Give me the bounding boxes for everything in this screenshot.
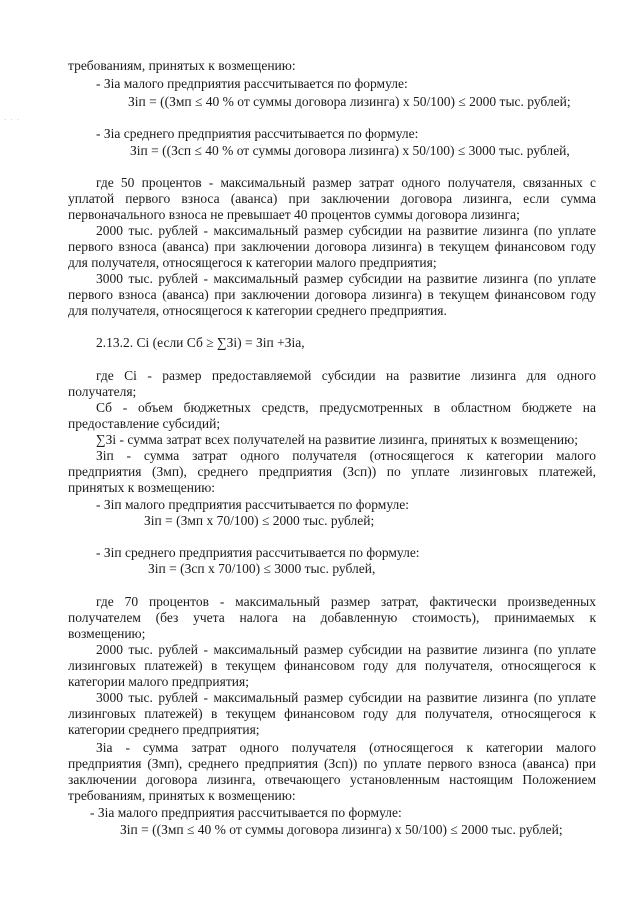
text-line: предприятия (Змп), среднего предприятия (Зсп)) по уплате первого взноса (аванса) при — [68, 756, 596, 771]
text-line: получателем (без учета налога на добавленную стоимость), принимаемых к — [68, 610, 596, 625]
scan-artifact: · · · — [4, 116, 21, 124]
text-line: принятых к возмещению: — [68, 480, 216, 495]
text-line: 2000 тыс. рублей - максимальный размер субсидии на развитие лизинга (по уплате — [96, 223, 596, 238]
text-line: категории малого предприятия; — [68, 674, 249, 689]
text-line: категории среднего предприятия; — [68, 722, 260, 737]
text-line: требованиям, принятых к возмещению: — [68, 788, 296, 803]
text-line: предоставление субсидий; — [68, 416, 221, 431]
section-heading: 2.13.2. Сi (если Сб ≥ ∑Зi) = Зiп +Зiа, — [96, 335, 305, 350]
text-line: 3000 тыс. рублей - максимальный размер субсидии на развитие лизинга (по уплате — [96, 271, 596, 286]
text-line: - Зiа малого предприятия рассчитывается по формуле: — [90, 805, 402, 820]
text-line: для получателя, относящегося к категории малого предприятия; — [68, 255, 437, 270]
text-line: Сб - объем бюджетных средств, предусмотренных в областном бюджете на — [96, 400, 596, 415]
formula-line: Зiп = ((Змп ≤ 40 % от суммы договора лизинга) х 50/100) ≤ 2000 тыс. рублей; — [128, 94, 571, 109]
text-line: - Зiа среднего предприятия рассчитывается по формуле: — [96, 126, 419, 141]
text-line: предприятия (Змп), среднего предприятия (Зсп)) по уплате лизинговых платежей, — [68, 464, 596, 479]
text-line: 2000 тыс. рублей - максимальный размер субсидии на развитие лизинга (по уплате — [96, 642, 596, 657]
text-line: требованиям, принятых к возмещению: — [68, 58, 296, 73]
text-line: 3000 тыс. рублей - максимальный размер субсидии на развитие лизинга (по уплате — [96, 690, 596, 705]
text-line: получателя; — [68, 384, 137, 399]
text-line: лизинговых платежей) в текущем финансовом году для получателя, относящегося к — [68, 658, 596, 673]
formula-line: Зiп = ((Зсп ≤ 40 % от суммы договора лизинга) х 50/100) ≤ 3000 тыс. рублей, — [130, 143, 570, 158]
text-line: первого взноса (аванса) при заключении договора лизинга) в текущем финансовом году — [68, 287, 596, 302]
text-line: Зiп - сумма затрат одного получателя (относящегося к категории малого — [96, 448, 596, 463]
text-line: возмещению; — [68, 626, 146, 641]
text-line: первоначального взноса не превышает 40 процентов суммы договора лизинга; — [68, 207, 520, 222]
text-line: лизинговых платежей) в текущем финансовом году для получателя, относящегося к — [68, 706, 596, 721]
text-line: - Зiп малого предприятия рассчитывается по формуле: — [96, 497, 409, 512]
text-line: первого взноса (аванса) при заключении договора лизинга) в текущем финансовом году — [68, 239, 596, 254]
text-line: ∑Зi - сумма затрат всех получателей на развитие лизинга, принятых к возмещению; — [96, 432, 578, 447]
text-line: Зiа - сумма затрат одного получателя (относящегося к категории малого — [96, 740, 596, 755]
formula-line: Зiп = (Змп х 70/100) ≤ 2000 тыс. рублей; — [144, 513, 375, 528]
text-line: - Зiп среднего предприятия рассчитывается по формуле: — [96, 545, 420, 560]
text-line: где Сi - размер предоставляемой субсидии на развитие лизинга для одного — [96, 368, 596, 383]
formula-line: Зiп = ((Змп ≤ 40 % от суммы договора лизинга) х 50/100) ≤ 2000 тыс. рублей; — [120, 822, 563, 837]
text-line: для получателя, относящегося к категории среднего предприятия. — [68, 303, 447, 318]
text-line: уплатой первого взноса (аванса) при заключении договора лизинга, если сумма — [68, 191, 596, 206]
text-line: где 70 процентов - максимальный размер затрат, фактически произведенных — [96, 594, 596, 609]
text-line: заключении договора лизинга, отвечающего установленным настоящим Положением — [68, 772, 596, 787]
formula-line: Зiп = (Зсп х 70/100) ≤ 3000 тыс. рублей, — [148, 561, 376, 576]
text-line: где 50 процентов - максимальный размер затрат одного получателя, связанных с — [96, 175, 596, 190]
text-line: - Зiа малого предприятия рассчитывается по формуле: — [96, 76, 408, 91]
